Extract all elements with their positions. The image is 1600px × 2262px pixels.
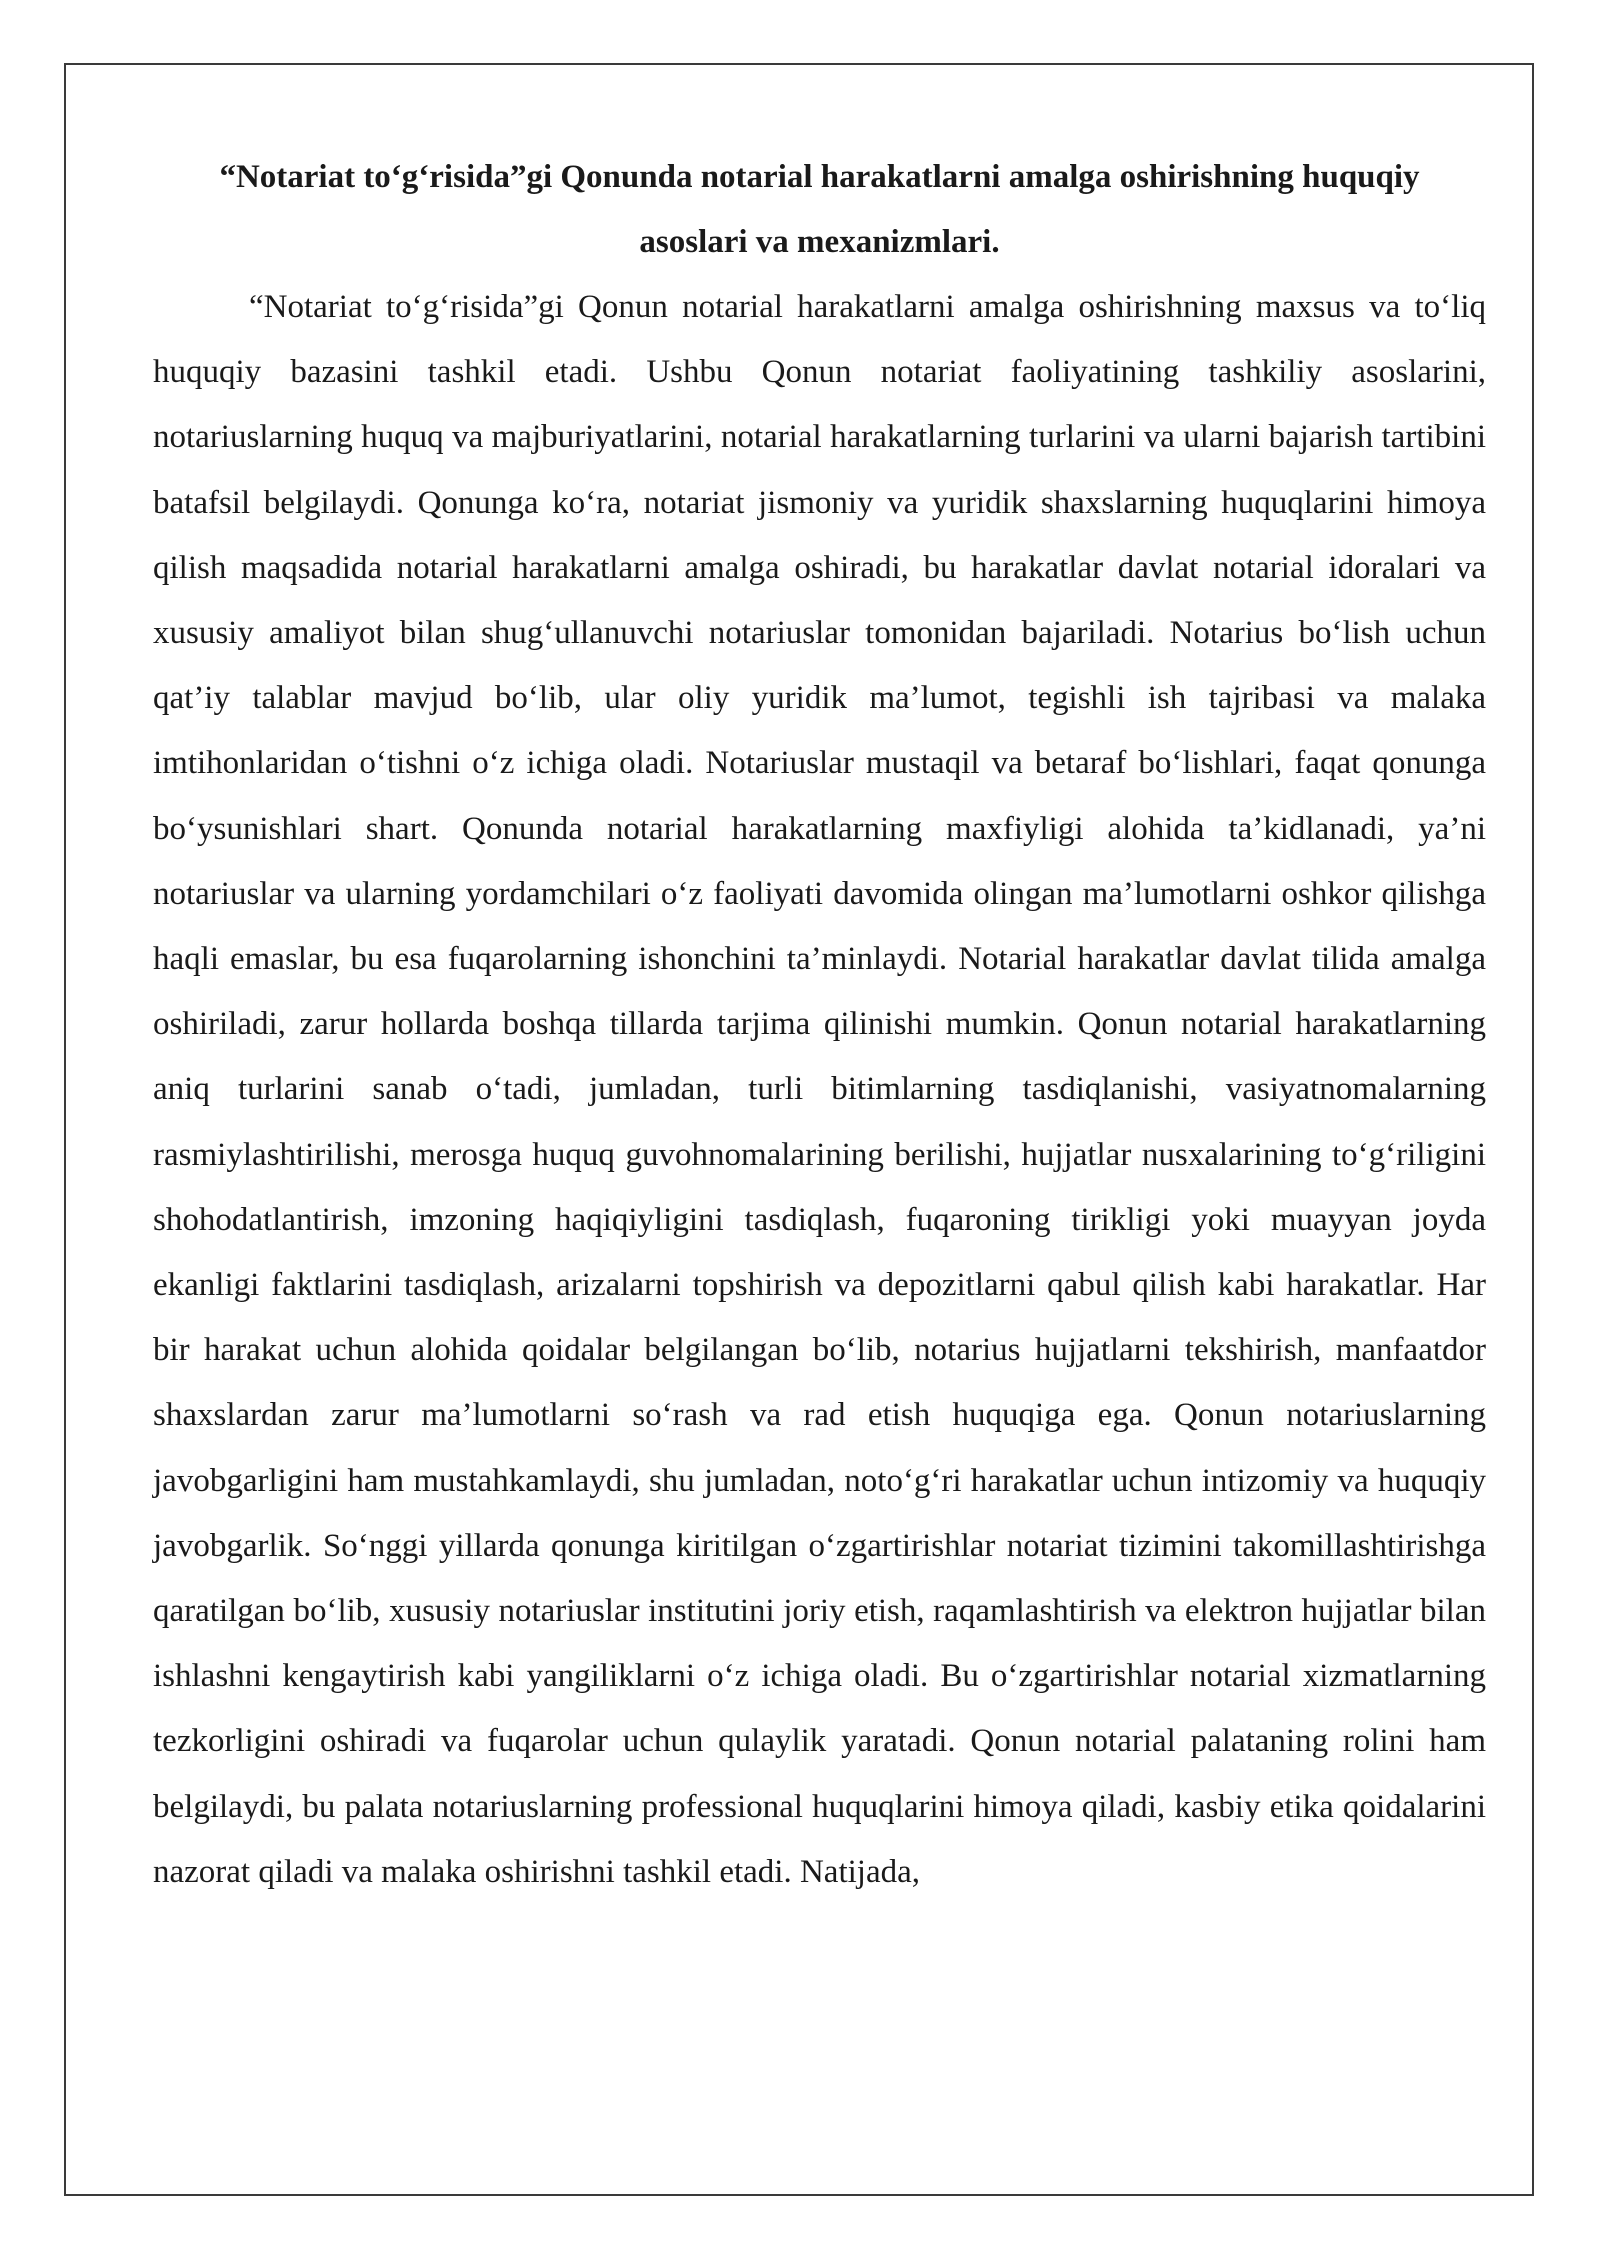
document-content	[153, 145, 1486, 1905]
document-body-paragraph: “Notariat to‘g‘risida”gi Qonun notarial harakatlarni amalga oshirishning maxsus va to‘liq huquqiy bazasini tashkil etadi. Ushbu Qonun notariat faoliyatining tashkiliy asoslarini, notariuslarning huquq va majburiyatlarini, notarial harakatlarning turlarini va ularni bajarish tartibini batafsil belgilaydi. Qonunga ko‘ra, notariat jismoniy va yuridik shaxslarning huquqlarini himoya qilish maqsadida notarial harakatlarni amalga oshiradi, bu harakatlar davlat notarial idoralari va xususiy amaliyot bilan shug‘ullanuvchi notariuslar tomonidan bajariladi. Notarius bo‘lish uchun qat’iy talablar mavjud bo‘lib, ular oliy yuridik ma’lumot, tegishli ish tajribasi va malaka imtihonlaridan o‘tishni o‘z ichiga oladi. Notariuslar mustaqil va betaraf bo‘lishlari, faqat qonunga bo‘ysunishlari shart. Qonunda notarial harakatlarning maxfiyligi alohida ta’kidlanadi, ya’ni notariuslar va ularning yordamchilari o‘z faoliyati davomida olingan ma’lumotlarni oshkor qilishga haqli emaslar, bu esa fuqarolarning ishonchini ta’minlaydi. Notarial harakatlar davlat tilida amalga oshiriladi, zarur hollarda boshqa tillarda tarjima qilinishi mumkin. Qonun notarial harakatlarning aniq turlarini sanab o‘tadi, jumladan, turli bitimlarning tasdiqlanishi, vasiyatnomalarning rasmiylashtirilishi, merosga huquq guvohnomalarining berilishi, hujjatlar nusxalarining to‘g‘riligini shohodatlantirish, imzoning haqiqiyligini tasdiqlash, fuqaroning tirikligi yoki muayyan joyda ekanligi faktlarini tasdiqlash, arizalarni topshirish va depozitlarni qabul qilish kabi harakatlar. Har bir harakat uchun alohida qoidalar belgilangan bo‘lib, notarius hujjatlarni tekshirish, manfaatdor shaxslardan zarur ma’lumotlarni so‘rash va rad etish huquqiga ega. Qonun notariuslarning javobgarligini ham mustahkamlaydi, shu jumladan, noto‘g‘ri harakatlar uchun intizomiy va huquqiy javobgarlik. So‘nggi yillarda qonunga kiritilgan o‘zgartirishlar notariat tizimini takomillashtirishga qaratilgan bo‘lib, xususiy notariuslar institutini joriy etish, raqamlashtirish va elektron hujjatlar bilan ishlashni kengaytirish kabi yangiliklarni o‘z ichiga oladi. Bu o‘zgartirishlar notarial xizmatlarning tezkorligini oshiradi va fuqarolar uchun qulaylik yaratadi. Qonun notarial palataning rolini ham belgilaydi, bu palata notariuslarning professional huquqlarini himoya qiladi, kasbiy etika qoidalarini nazorat qiladi va malaka oshirishni tashkil etadi. Natijada,	[153, 289, 1486, 1890]
document-title: “Notariat to‘g‘risida”gi Qonunda notarial harakatlarni amalga oshirishning huquqiy asoslari va mexanizmlari.	[219, 159, 1420, 260]
